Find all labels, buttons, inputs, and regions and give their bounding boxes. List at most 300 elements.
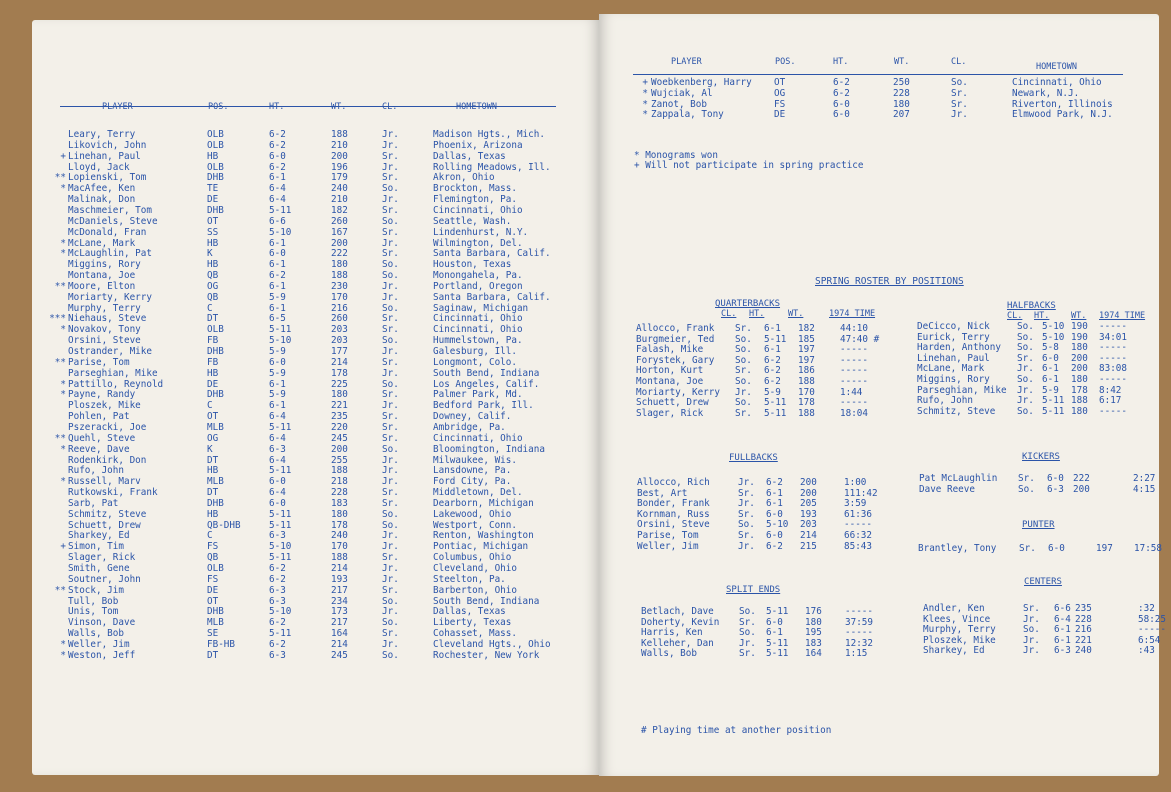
table-cell: Wujciak, Al bbox=[651, 87, 713, 99]
monogram-mark: ** bbox=[54, 280, 66, 292]
punter-cell: 6-0 bbox=[1048, 543, 1065, 554]
halfbacks-cell: Jr. bbox=[1017, 395, 1034, 407]
table-cell: Jr. bbox=[382, 530, 399, 542]
table-cell: 234 bbox=[331, 595, 348, 607]
table-cell: DHB bbox=[207, 204, 224, 216]
monogram-mark: ** bbox=[54, 172, 66, 184]
centers-player-name: Klees, Vince bbox=[923, 613, 991, 625]
fullbacks-cell: 205 bbox=[800, 498, 817, 510]
monogram-mark: ** bbox=[54, 584, 66, 596]
fullbacks-cell: Jr. bbox=[738, 540, 755, 552]
fullbacks-player-name: Parise, Tom bbox=[637, 530, 699, 541]
quarterbacks-cell: ----- bbox=[840, 344, 868, 356]
table-cell: Jr. bbox=[382, 454, 399, 466]
table-cell: Sr. bbox=[382, 324, 399, 336]
punter-cell: 17:58 bbox=[1134, 543, 1162, 554]
table-cell: 6-2 bbox=[269, 139, 286, 151]
table-cell: 6-4 bbox=[269, 454, 286, 466]
table-cell: 207 bbox=[893, 109, 910, 121]
table-cell: 178 bbox=[331, 519, 348, 531]
table-cell: Houston, Texas bbox=[433, 259, 512, 271]
table-cell: C bbox=[207, 530, 213, 542]
split_ends-player-name: Harris, Ken bbox=[641, 627, 703, 639]
table-cell: K bbox=[207, 443, 213, 455]
table-cell: Russell, Marv bbox=[68, 476, 141, 488]
table-cell: 217 bbox=[331, 584, 348, 596]
quarterbacks-cell: So. bbox=[735, 397, 752, 409]
table-cell: OT bbox=[207, 595, 219, 607]
table-cell: 188 bbox=[331, 129, 348, 140]
column-header: POS. bbox=[208, 102, 229, 112]
table-cell: Sr. bbox=[382, 248, 399, 260]
halfbacks-player-name: Parseghian, Mike bbox=[917, 384, 1007, 396]
table-cell: 170 bbox=[331, 541, 348, 553]
table-cell: 180 bbox=[893, 98, 910, 110]
table-cell: 218 bbox=[331, 476, 348, 488]
table-cell: Pontiac, Michigan bbox=[433, 541, 529, 553]
split_ends-cell: 6-1 bbox=[766, 627, 783, 639]
table-cell: Dallas, Texas bbox=[433, 606, 506, 618]
centers-cell: 216 bbox=[1075, 624, 1092, 636]
quarterbacks-cell: 185 bbox=[798, 333, 815, 345]
table-cell: 255 bbox=[331, 454, 348, 466]
quarterbacks-cell: 1:44 bbox=[840, 386, 863, 398]
fullbacks-cell: 6-0 bbox=[766, 508, 783, 520]
table-cell: DT bbox=[207, 313, 219, 325]
quarterbacks-cell: So. bbox=[735, 344, 752, 356]
table-cell: Jr. bbox=[382, 367, 399, 379]
table-cell: 200 bbox=[331, 443, 348, 455]
table-cell: South Bend, Indiana bbox=[433, 595, 540, 607]
quarterbacks-column-header: HT. bbox=[749, 309, 765, 319]
fullbacks-cell: So. bbox=[738, 519, 755, 531]
table-cell: 188 bbox=[331, 552, 348, 564]
table-cell: 6-4 bbox=[269, 487, 286, 499]
table-cell: K bbox=[207, 248, 213, 260]
halfbacks-cell: 5-11 bbox=[1042, 395, 1065, 407]
table-cell: MLB bbox=[207, 421, 224, 433]
table-cell: 240 bbox=[331, 183, 348, 195]
split_ends-cell: 5-11 bbox=[766, 648, 789, 660]
halfbacks-cell: Jr. bbox=[1017, 363, 1034, 375]
table-cell: So. bbox=[382, 183, 399, 195]
quarterbacks-player-name: Schuett, Drew bbox=[636, 397, 709, 409]
table-cell: Zanot, Bob bbox=[651, 98, 707, 110]
table-cell: Sr. bbox=[382, 497, 399, 509]
table-cell: 193 bbox=[331, 573, 348, 585]
centers-title: CENTERS bbox=[1024, 577, 1062, 587]
table-cell: Flemington, Pa. bbox=[433, 194, 517, 206]
table-cell: 245 bbox=[331, 649, 348, 661]
quarterbacks-column-header: CL. bbox=[721, 309, 737, 319]
kickers-cell: 222 bbox=[1073, 473, 1090, 484]
split_ends-player-name: Walls, Bob bbox=[641, 648, 697, 660]
split_ends-cell: So. bbox=[739, 606, 756, 617]
table-cell: Sr. bbox=[382, 389, 399, 401]
quarterbacks-player-name: Montana, Joe bbox=[636, 376, 704, 387]
table-cell: Jr. bbox=[382, 280, 399, 292]
monogram-mark: * bbox=[60, 248, 66, 260]
table-cell: Portland, Oregon bbox=[433, 280, 523, 292]
kickers-cell: 2:27 bbox=[1133, 473, 1156, 484]
kickers-cell: 6-3 bbox=[1047, 483, 1064, 495]
table-cell: 6-0 bbox=[269, 476, 286, 488]
split_ends-cell: ----- bbox=[845, 606, 873, 617]
punter-cell: 197 bbox=[1096, 543, 1113, 554]
table-cell: Liberty, Texas bbox=[433, 617, 512, 629]
halfbacks-cell: 178 bbox=[1071, 384, 1088, 396]
quarterbacks-cell: 5-11 bbox=[764, 407, 787, 419]
table-cell: Jr. bbox=[382, 638, 399, 650]
quarterbacks-player-name: Forystek, Gary bbox=[636, 354, 715, 366]
table-cell: Sr. bbox=[382, 150, 399, 162]
kickers-player-name: Dave Reeve bbox=[919, 483, 975, 495]
centers-cell: 58:25 bbox=[1138, 613, 1166, 625]
table-cell: Rochester, New York bbox=[433, 649, 540, 661]
quarterbacks-cell: ----- bbox=[840, 354, 868, 366]
table-cell: 5-10 bbox=[269, 226, 292, 238]
table-cell: FB-HB bbox=[207, 638, 235, 650]
table-cell: Sr. bbox=[382, 356, 399, 368]
table-cell: So. bbox=[382, 617, 399, 629]
table-cell: TE bbox=[207, 183, 219, 195]
table-cell: So. bbox=[382, 215, 399, 227]
centers-cell: Jr. bbox=[1023, 645, 1040, 657]
table-cell: 5-11 bbox=[269, 508, 292, 520]
table-cell: Maschmeier, Tom bbox=[68, 204, 152, 216]
centers-cell: Sr. bbox=[1023, 603, 1040, 614]
centers-cell: 6-1 bbox=[1054, 624, 1071, 636]
table-cell: Akron, Ohio bbox=[433, 172, 495, 184]
table-cell: Jr. bbox=[382, 291, 399, 303]
fullbacks-cell: 6-2 bbox=[766, 477, 783, 488]
fullbacks-player-name: Weller, Jim bbox=[637, 540, 699, 552]
table-cell: 6-2 bbox=[269, 161, 286, 173]
split_ends-cell: 5-11 bbox=[766, 606, 789, 617]
table-cell: 6-4 bbox=[269, 432, 286, 444]
column-header: CL. bbox=[382, 102, 398, 112]
table-cell: 214 bbox=[331, 638, 348, 650]
centers-player-name: Murphy, Terry bbox=[923, 624, 996, 636]
table-cell: 200 bbox=[331, 150, 348, 162]
table-cell: Slager, Rick bbox=[68, 552, 136, 564]
fullbacks-cell: Sr. bbox=[738, 487, 755, 499]
table-cell: Smith, Gene bbox=[68, 563, 130, 574]
quarterbacks-player-name: Slager, Rick bbox=[636, 407, 704, 419]
halfbacks-column-header: CL. bbox=[1007, 311, 1023, 321]
quarterbacks-cell: 170 bbox=[798, 386, 815, 398]
table-cell: Palmer Park, Md. bbox=[433, 389, 523, 401]
fullbacks-player-name: Best, Art bbox=[637, 487, 688, 499]
table-cell: McLaughlin, Pat bbox=[68, 248, 152, 260]
halfbacks-cell: 190 bbox=[1071, 321, 1088, 332]
monogram-mark: * bbox=[60, 324, 66, 336]
table-cell: Pohlen, Pat bbox=[68, 411, 130, 423]
monogram-mark: * bbox=[60, 237, 66, 249]
split_ends-cell: 6-0 bbox=[766, 616, 783, 628]
table-cell: Sr. bbox=[382, 432, 399, 444]
table-cell: 164 bbox=[331, 628, 348, 640]
table-cell: 221 bbox=[331, 400, 348, 412]
quarterbacks-cell: ----- bbox=[840, 376, 868, 387]
quarterbacks-player-name: Moriarty, Kerry bbox=[636, 386, 720, 398]
punter-title: PUNTER bbox=[1022, 520, 1055, 530]
table-cell: 6-4 bbox=[269, 411, 286, 423]
table-cell: Ostrander, Mike bbox=[68, 346, 152, 357]
quarterbacks-column-header: 1974 TIME bbox=[829, 309, 876, 319]
table-cell: 6-2 bbox=[833, 77, 850, 88]
table-cell: 245 bbox=[331, 432, 348, 444]
halfbacks-cell: So. bbox=[1017, 342, 1034, 354]
table-cell: Sr. bbox=[951, 87, 968, 99]
quarterbacks-cell: So. bbox=[735, 333, 752, 345]
split_ends-cell: 183 bbox=[805, 637, 822, 649]
halfbacks-player-name: Schmitz, Steve bbox=[917, 405, 996, 417]
table-cell: 6-0 bbox=[833, 98, 850, 110]
table-cell: 235 bbox=[331, 411, 348, 423]
monogram-mark: *** bbox=[49, 313, 66, 325]
quarterbacks-cell: So. bbox=[735, 376, 752, 387]
table-cell: Murphy, Terry bbox=[68, 302, 141, 314]
table-cell: 6-1 bbox=[269, 378, 286, 390]
column-header: POS. bbox=[775, 57, 796, 67]
table-cell: 6-3 bbox=[269, 443, 286, 455]
centers-cell: So. bbox=[1023, 624, 1040, 636]
table-cell: Woebkenberg, Harry bbox=[651, 77, 752, 88]
table-cell: Elmwood Park, N.J. bbox=[1012, 109, 1113, 121]
centers-player-name: Ploszek, Mike bbox=[923, 634, 996, 646]
split_ends-cell: 180 bbox=[805, 616, 822, 628]
table-cell: 6-1 bbox=[269, 172, 286, 184]
monogram-mark: * bbox=[642, 109, 648, 121]
monogram-mark: * bbox=[60, 378, 66, 390]
table-cell: Jr. bbox=[382, 465, 399, 477]
table-cell: 6-1 bbox=[269, 302, 286, 314]
table-cell: 6-4 bbox=[269, 183, 286, 195]
fullbacks-cell: 61:36 bbox=[844, 508, 872, 520]
split_ends-cell: 164 bbox=[805, 648, 822, 660]
table-cell: 5-9 bbox=[269, 389, 286, 401]
table-cell: Madison Hgts., Mich. bbox=[433, 129, 545, 140]
split_ends-player-name: Doherty, Kevin bbox=[641, 616, 720, 628]
right-header-rule bbox=[633, 74, 1123, 75]
table-cell: 214 bbox=[331, 356, 348, 368]
table-cell: Rutkowski, Frank bbox=[68, 487, 158, 499]
table-cell: Santa Barbara, Calif. bbox=[433, 291, 551, 303]
table-cell: Walls, Bob bbox=[68, 628, 124, 640]
table-cell: So. bbox=[382, 443, 399, 455]
quarterbacks-cell: 5-11 bbox=[764, 397, 787, 409]
table-cell: FS bbox=[207, 573, 219, 585]
table-cell: DHB bbox=[207, 497, 224, 509]
fullbacks-player-name: Allocco, Rich bbox=[637, 477, 710, 488]
table-cell: So. bbox=[382, 595, 399, 607]
table-cell: DHB bbox=[207, 172, 224, 184]
table-cell: Cohasset, Mass. bbox=[433, 628, 517, 640]
table-cell: 6-0 bbox=[269, 248, 286, 260]
fullbacks-cell: Jr. bbox=[738, 498, 755, 510]
table-cell: So. bbox=[382, 508, 399, 520]
table-cell: Cincinnati, Ohio bbox=[433, 204, 523, 216]
table-cell: Sr. bbox=[382, 226, 399, 238]
halfbacks-cell: 180 bbox=[1071, 405, 1088, 417]
monogram-mark: + bbox=[642, 77, 648, 88]
quarterbacks-player-name: Horton, Kurt bbox=[636, 365, 704, 377]
split_ends-title: SPLIT ENDS bbox=[726, 585, 781, 595]
table-cell: 6-2 bbox=[269, 573, 286, 585]
punter-player-name: Brantley, Tony bbox=[918, 543, 997, 554]
quarterbacks-cell: Sr. bbox=[735, 323, 752, 334]
split_ends-cell: 1:15 bbox=[845, 648, 868, 660]
centers-cell: 6-1 bbox=[1054, 634, 1071, 646]
halfbacks-player-name: Rufo, John bbox=[917, 395, 973, 407]
quarterbacks-cell: 6-1 bbox=[764, 323, 781, 334]
halfbacks-cell: 6-0 bbox=[1042, 352, 1059, 364]
table-cell: HB bbox=[207, 259, 219, 271]
table-cell: Sr. bbox=[382, 584, 399, 596]
table-cell: Sharkey, Ed bbox=[68, 530, 130, 542]
table-cell: 200 bbox=[331, 237, 348, 249]
kickers-title: KICKERS bbox=[1022, 452, 1060, 462]
table-cell: Westport, Conn. bbox=[433, 519, 517, 531]
table-cell: Bloomington, Indiana bbox=[433, 443, 545, 455]
table-cell: 5-9 bbox=[269, 291, 286, 303]
fullbacks-cell: 85:43 bbox=[844, 540, 872, 552]
centers-cell: 6-3 bbox=[1054, 645, 1071, 657]
halfbacks-cell: ----- bbox=[1099, 374, 1127, 385]
table-cell: 6-4 bbox=[269, 194, 286, 206]
fullbacks-cell: 5-10 bbox=[766, 519, 789, 531]
fullbacks-cell: 6-1 bbox=[766, 487, 783, 499]
fullbacks-cell: 3:59 bbox=[844, 498, 867, 510]
table-cell: Ambridge, Pa. bbox=[433, 421, 506, 433]
table-cell: Jr. bbox=[382, 237, 399, 249]
table-cell: So. bbox=[382, 519, 399, 531]
table-cell: SE bbox=[207, 628, 219, 640]
halfbacks-cell: So. bbox=[1017, 331, 1034, 343]
quarterbacks-cell: ----- bbox=[840, 365, 868, 377]
quarterbacks-cell: 197 bbox=[798, 354, 815, 366]
table-cell: 167 bbox=[331, 226, 348, 238]
table-cell: Weller, Jim bbox=[68, 638, 130, 650]
table-cell: OG bbox=[207, 432, 219, 444]
fullbacks-cell: 1:00 bbox=[844, 477, 867, 488]
centers-cell: Jr. bbox=[1023, 634, 1040, 646]
table-cell: 6-1 bbox=[269, 259, 286, 271]
table-cell: FS bbox=[207, 541, 219, 553]
table-cell: 6-2 bbox=[269, 270, 286, 282]
table-cell: 5-11 bbox=[269, 465, 292, 477]
halfbacks-cell: 5-8 bbox=[1042, 342, 1059, 354]
table-cell: Rufo, John bbox=[68, 465, 124, 477]
table-cell: 170 bbox=[331, 291, 348, 303]
table-cell: Ploszek, Mike bbox=[68, 400, 141, 412]
quarterbacks-title: QUARTERBACKS bbox=[715, 299, 781, 309]
halfbacks-cell: 5-10 bbox=[1042, 331, 1065, 343]
table-cell: 225 bbox=[331, 378, 348, 390]
table-cell: Payne, Randy bbox=[68, 389, 136, 401]
split_ends-cell: 37:59 bbox=[845, 616, 873, 628]
fullbacks-cell: 215 bbox=[800, 540, 817, 552]
table-cell: Steelton, Pa. bbox=[433, 573, 506, 585]
halfbacks-cell: ----- bbox=[1099, 352, 1127, 364]
halfbacks-cell: 190 bbox=[1071, 331, 1088, 343]
table-cell: Reeve, Dave bbox=[68, 443, 130, 455]
split_ends-player-name: Betlach, Dave bbox=[641, 606, 714, 617]
table-cell: HB bbox=[207, 367, 219, 379]
quarterbacks-cell: 44:10 bbox=[840, 323, 868, 334]
table-cell: C bbox=[207, 302, 213, 314]
table-cell: DHB bbox=[207, 606, 224, 618]
table-cell: OLB bbox=[207, 139, 224, 151]
table-cell: Monongahela, Pa. bbox=[433, 270, 523, 282]
table-cell: Jr. bbox=[382, 194, 399, 206]
column-header: HT. bbox=[833, 57, 849, 67]
quarterbacks-player-name: Allocco, Frank bbox=[636, 323, 715, 334]
table-cell: 228 bbox=[331, 487, 348, 499]
monogram-mark: * bbox=[60, 389, 66, 401]
halfbacks-player-name: Miggins, Rory bbox=[917, 374, 990, 385]
table-cell: Barberton, Ohio bbox=[433, 584, 517, 596]
table-cell: Cleveland, Ohio bbox=[433, 563, 517, 574]
table-cell: DT bbox=[207, 454, 219, 466]
table-cell: Jr. bbox=[382, 563, 399, 574]
table-cell: Sr. bbox=[382, 313, 399, 325]
table-cell: 180 bbox=[331, 389, 348, 401]
table-cell: Los Angeles, Calif. bbox=[433, 378, 540, 390]
table-cell: Middletown, Del. bbox=[433, 487, 523, 499]
table-cell: So. bbox=[382, 378, 399, 390]
table-cell: 183 bbox=[331, 497, 348, 509]
table-cell: Miggins, Rory bbox=[68, 259, 141, 271]
table-cell: Ford City, Pa. bbox=[433, 476, 512, 488]
table-cell: OLB bbox=[207, 324, 224, 336]
table-cell: HB bbox=[207, 508, 219, 520]
monogram-mark: * bbox=[60, 183, 66, 195]
quarterbacks-cell: 186 bbox=[798, 365, 815, 377]
table-cell: 6-2 bbox=[269, 563, 286, 574]
halfbacks-cell: 34:01 bbox=[1099, 331, 1127, 343]
halfbacks-cell: 5-10 bbox=[1042, 321, 1065, 332]
table-cell: QB bbox=[207, 291, 219, 303]
kickers-player-name: Pat McLaughlin bbox=[919, 473, 998, 484]
halfbacks-cell: ----- bbox=[1099, 321, 1127, 332]
table-cell: So. bbox=[382, 649, 399, 661]
quarterbacks-cell: ----- bbox=[840, 397, 868, 409]
quarterbacks-cell: Jr. bbox=[735, 386, 752, 398]
split_ends-cell: 12:32 bbox=[845, 637, 873, 649]
table-cell: Wilmington, Del. bbox=[433, 237, 523, 249]
table-cell: MLB bbox=[207, 617, 224, 629]
table-cell: 5-11 bbox=[269, 204, 292, 216]
table-cell: 5-10 bbox=[269, 606, 292, 618]
table-cell: OLB bbox=[207, 129, 224, 140]
table-cell: 6-3 bbox=[269, 530, 286, 542]
legend-monograms: * Monograms won bbox=[634, 150, 718, 161]
monogram-mark: * bbox=[60, 443, 66, 455]
table-cell: 210 bbox=[331, 194, 348, 206]
punter-cell: Sr. bbox=[1019, 543, 1036, 554]
table-cell: Montana, Joe bbox=[68, 270, 136, 282]
table-cell: Quehl, Steve bbox=[68, 432, 136, 444]
halfbacks-player-name: DeCicco, Nick bbox=[917, 321, 990, 332]
kickers-cell: 6-0 bbox=[1047, 473, 1064, 484]
table-cell: Novakov, Tony bbox=[68, 324, 141, 336]
table-cell: DE bbox=[774, 109, 786, 121]
table-cell: Parseghian, Mike bbox=[68, 367, 158, 379]
table-cell: 6-2 bbox=[833, 87, 850, 99]
table-cell: 179 bbox=[331, 172, 348, 184]
